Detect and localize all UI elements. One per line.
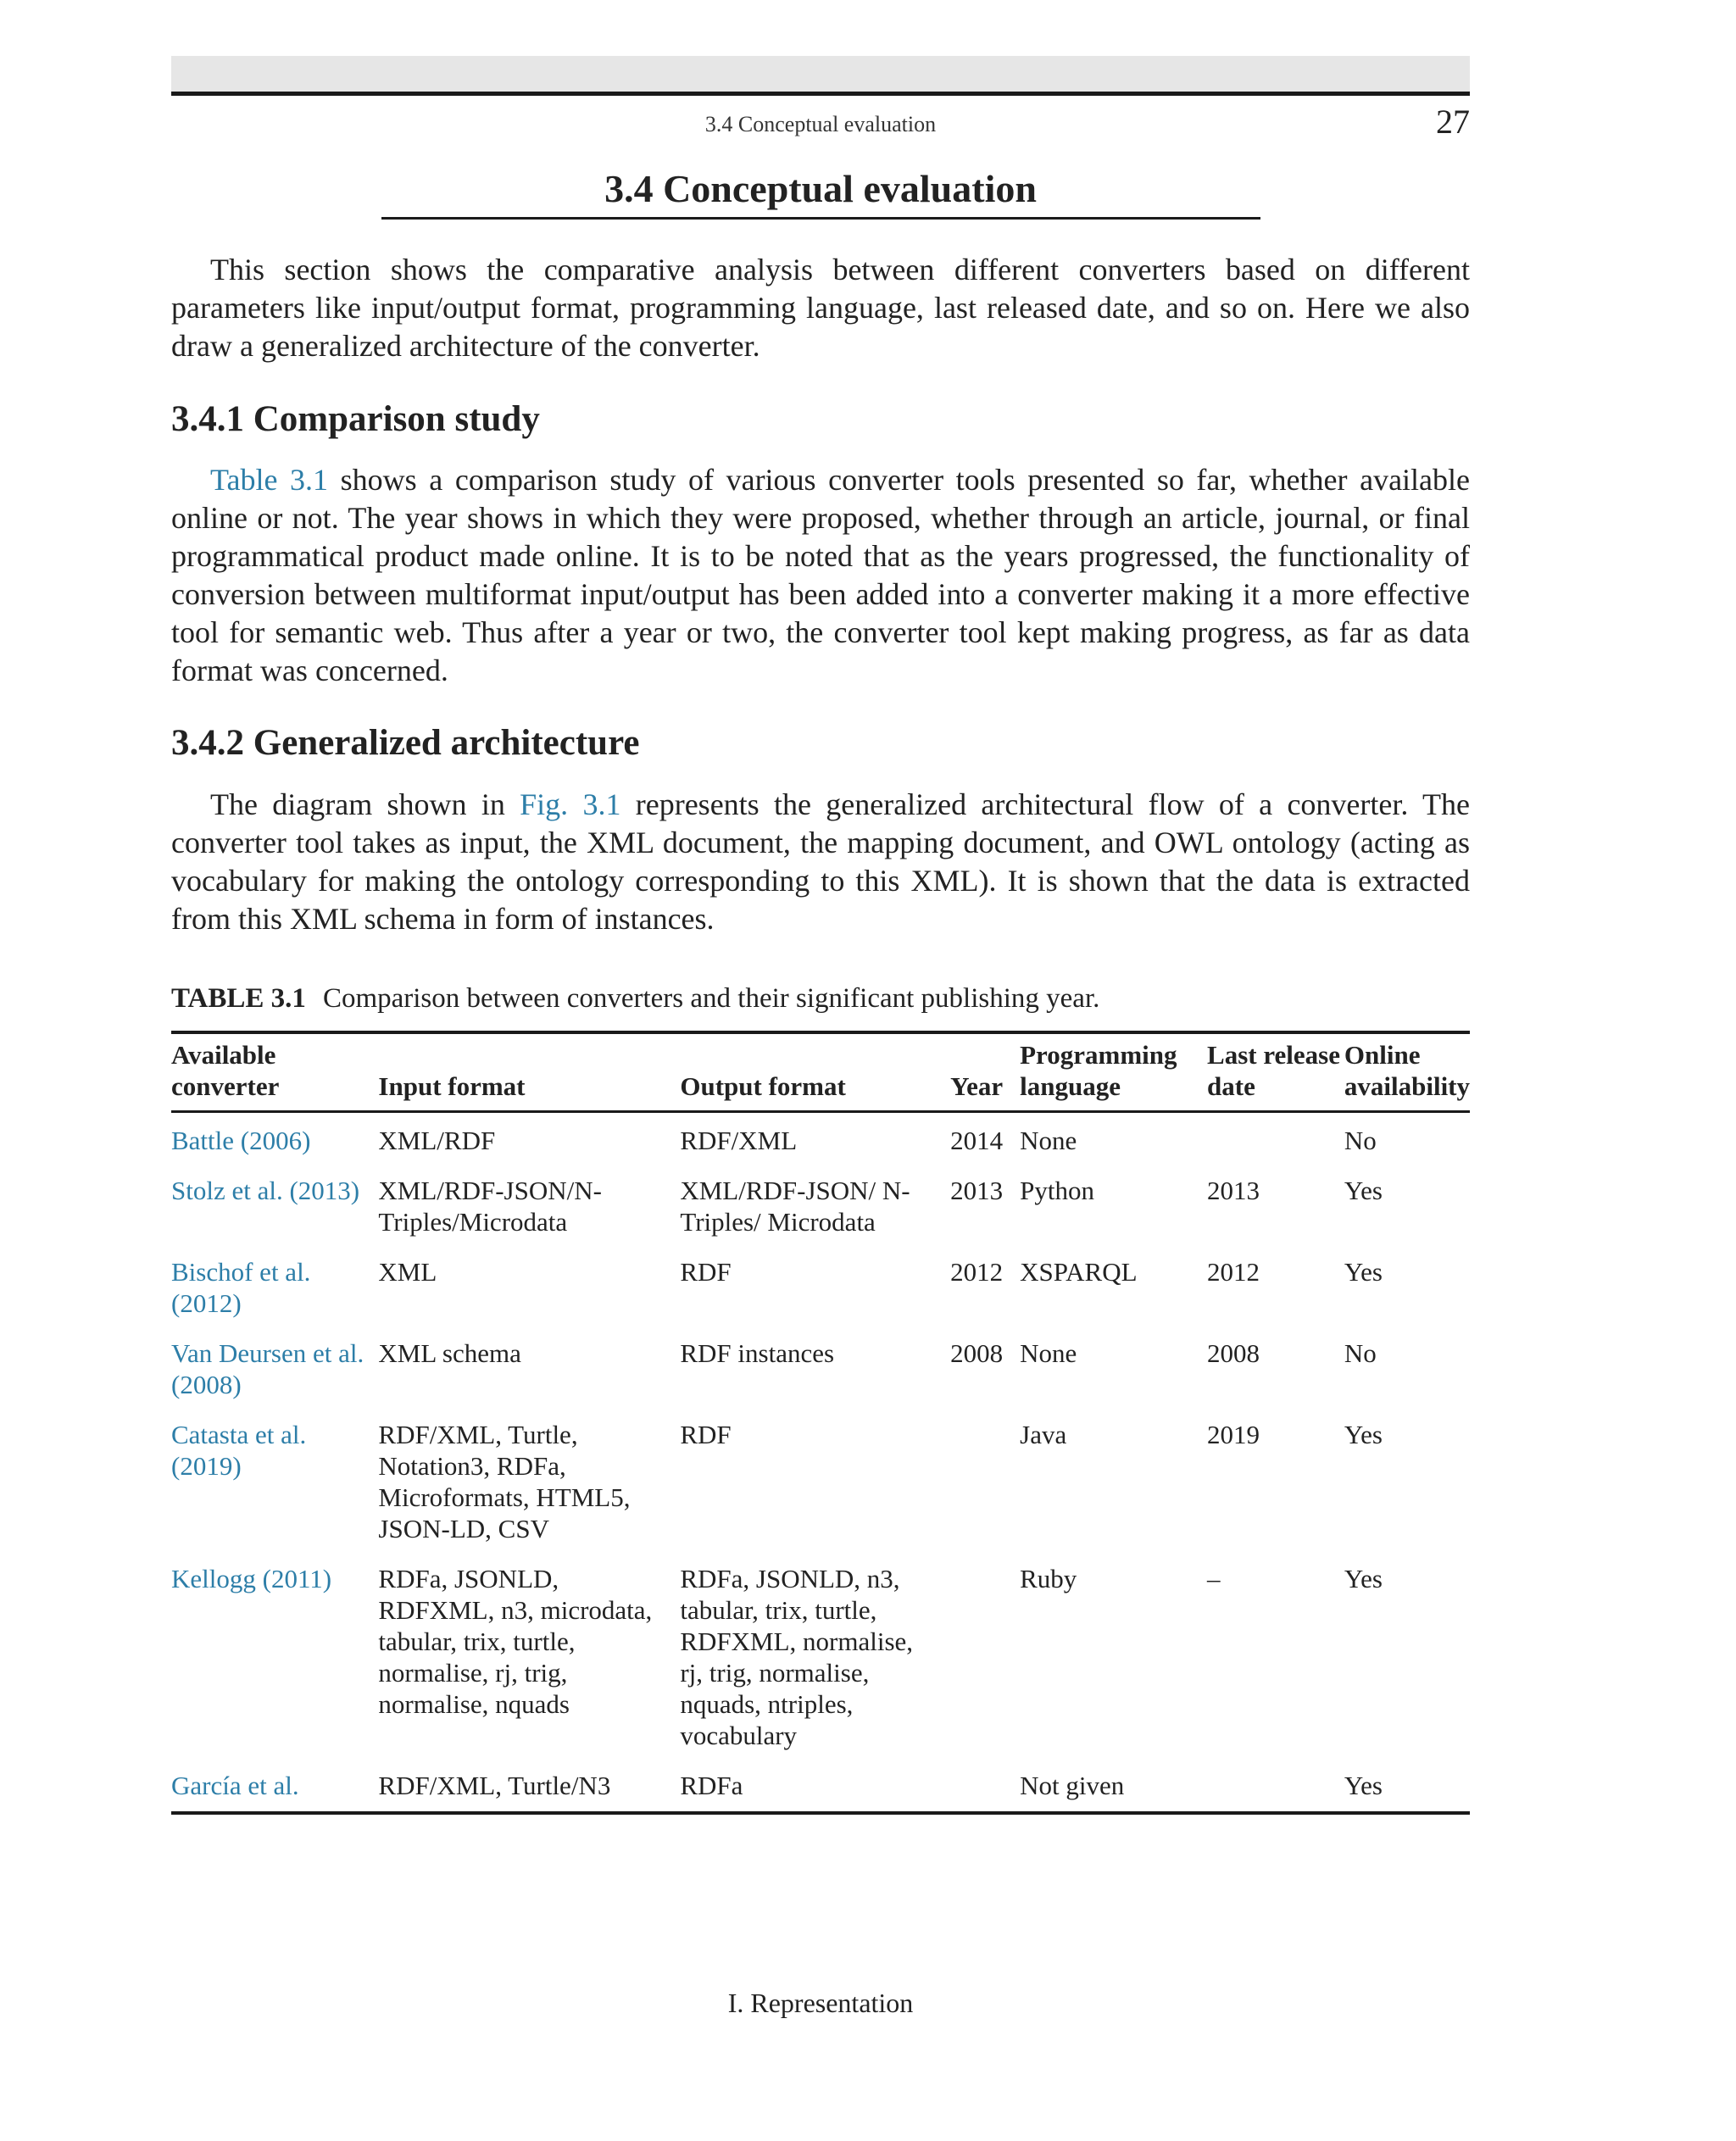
cell-output: RDFa (680, 1770, 926, 1813)
section-title-rule (381, 217, 1260, 220)
cell-online: Yes (1344, 1564, 1383, 1593)
cell-input: XML (378, 1257, 437, 1287)
cell-year (926, 1770, 1020, 1813)
cell-release: – (1207, 1564, 1221, 1593)
cell-online: No (1344, 1338, 1377, 1368)
cell-output: RDF instances (680, 1338, 835, 1368)
cell-online: No (1344, 1126, 1377, 1155)
cell-converter[interactable]: Kellogg (2011) (171, 1564, 332, 1593)
table-header-row (171, 1039, 1470, 1112)
cell-online: Yes (1344, 1770, 1470, 1813)
table-caption (171, 983, 1099, 1015)
cell-converter[interactable]: Bischof et al. (2012) (171, 1257, 311, 1318)
col-header-online: Online availability (1344, 1039, 1470, 1112)
page-footer: I. Representation (727, 1988, 914, 2018)
page-number: 27 (1436, 103, 1470, 141)
cell-converter[interactable]: Battle (2006) (171, 1126, 311, 1155)
cell-language: Java (1020, 1420, 1067, 1449)
col-header-release: Last release date (1207, 1039, 1344, 1112)
heading-generalized-architecture: 3.4.2 Generalized architecture (171, 723, 640, 763)
cell-input: RDF/XML, Turtle, Notation3, RDFa, Microformats, HTML5, JSON-LD, CSV (378, 1420, 631, 1543)
cell-language: XSPARQL (1020, 1257, 1138, 1287)
cell-release: 2013 (1207, 1176, 1260, 1205)
cell-release: 2008 (1207, 1338, 1260, 1368)
intro-paragraph: This section shows the comparative analysis between different converters based on different parameters like input/output format, programming language, last released date, and so on. Here we also draw a generalized architecture of the converter. (171, 253, 1470, 363)
col-header-input: Input format (378, 1039, 680, 1112)
table-label: TABLE 3.1 (171, 983, 306, 1014)
table-row (171, 1112, 1470, 1176)
cell-language: Ruby (1020, 1564, 1077, 1593)
cell-online: Yes (1344, 1257, 1383, 1287)
cell-year: 2013 (950, 1176, 1004, 1205)
table-row (171, 1175, 1470, 1256)
comparison-paragraph (171, 461, 1470, 690)
table-link[interactable]: Table 3.1 (210, 463, 329, 497)
cell-year: 2008 (950, 1338, 1004, 1368)
cell-converter[interactable]: García et al. (171, 1770, 378, 1813)
cell-online: Yes (1344, 1420, 1383, 1449)
cell-release: 2012 (1207, 1257, 1260, 1287)
cell-converter[interactable]: Stolz et al. (2013) (171, 1176, 360, 1205)
cell-language: Python (1020, 1176, 1094, 1205)
cell-release (1207, 1770, 1344, 1813)
col-header-year: Year (926, 1039, 1020, 1112)
table-row (171, 1256, 1470, 1337)
col-header-output: Output format (680, 1039, 926, 1112)
architecture-text-after: represents the generalized architectural flow of a converter. The converter tool takes as input, the XML document, the mapping document, and OWL ontology (acting as vocabulary for making the ontology corresponding to this XML). It is shown that the data is extracted from this XML schema in form of instances. (171, 787, 1470, 936)
heading-comparison-study: 3.4.1 Comparison study (171, 399, 540, 439)
cell-output: XML/RDF-JSON/ N-Triples/ Microdata (680, 1176, 910, 1237)
table-caption-text: Comparison between converters and their significant publishing year. (322, 983, 1100, 1014)
table-row (171, 1337, 1470, 1419)
cell-year: 2012 (950, 1257, 1004, 1287)
cell-output: RDF (680, 1420, 732, 1449)
cell-year: 2014 (950, 1126, 1004, 1155)
cell-year (926, 1419, 1020, 1563)
cell-input: XML/RDF-JSON/N-Triples/Microdata (378, 1176, 602, 1237)
table-row (171, 1563, 1470, 1770)
cell-input: RDF/XML, Turtle/N3 (378, 1770, 680, 1813)
figure-link[interactable]: Fig. 3.1 (520, 787, 621, 821)
section-title: 3.4 Conceptual evaluation (604, 167, 1037, 210)
cell-year (926, 1563, 1020, 1770)
running-head: 3.4 Conceptual evaluation (704, 112, 937, 136)
comparison-table (171, 1039, 1470, 1815)
architecture-text-before: The diagram shown in (210, 787, 520, 821)
cell-input: XML schema (378, 1338, 521, 1368)
cell-input: RDFa, JSONLD, RDFXML, n3, microdata, tabular, trix, turtle, normalise, rj, trig, normalise, nquads (378, 1564, 653, 1719)
architecture-paragraph (171, 786, 1470, 938)
col-header-converter: Available converter (171, 1039, 378, 1112)
cell-release (1207, 1112, 1344, 1176)
table-row (171, 1770, 1470, 1813)
cell-language: Not given (1020, 1770, 1207, 1813)
cell-online: Yes (1344, 1176, 1383, 1205)
cell-output: RDFa, JSONLD, n3, tabular, trix, turtle, RDFXML, normalise, rj, trig, normalise, nquads, ntriples, vocabulary (680, 1564, 914, 1750)
cell-input: XML/RDF (378, 1126, 496, 1155)
cell-output: RDF/XML (680, 1126, 798, 1155)
cell-output: RDF (680, 1257, 732, 1287)
comparison-text: shows a comparison study of various converter tools presented so far, whether available online or not. The year shows in which they were proposed, whether through an article, journal, or final programmatical product made online. It is to be noted that as the years progressed, the functionality of conversion between multiformat input/output has been added into a converter making it a more effective tool for semantic web. Thus after a year or two, the converter tool kept making progress, as far as data format was concerned. (171, 463, 1471, 687)
table-row (171, 1419, 1470, 1563)
col-header-language: Programming language (1020, 1039, 1207, 1112)
cell-converter[interactable]: Catasta et al. (2019) (171, 1420, 307, 1481)
cell-converter[interactable]: Van Deursen et al. (2008) (171, 1338, 364, 1399)
header-rule (171, 92, 1470, 96)
cell-release: 2019 (1207, 1420, 1260, 1449)
cell-language: None (1020, 1338, 1077, 1368)
header-gray-bar (171, 56, 1470, 93)
cell-language: None (1020, 1126, 1077, 1155)
table-top-rule (171, 1031, 1470, 1034)
